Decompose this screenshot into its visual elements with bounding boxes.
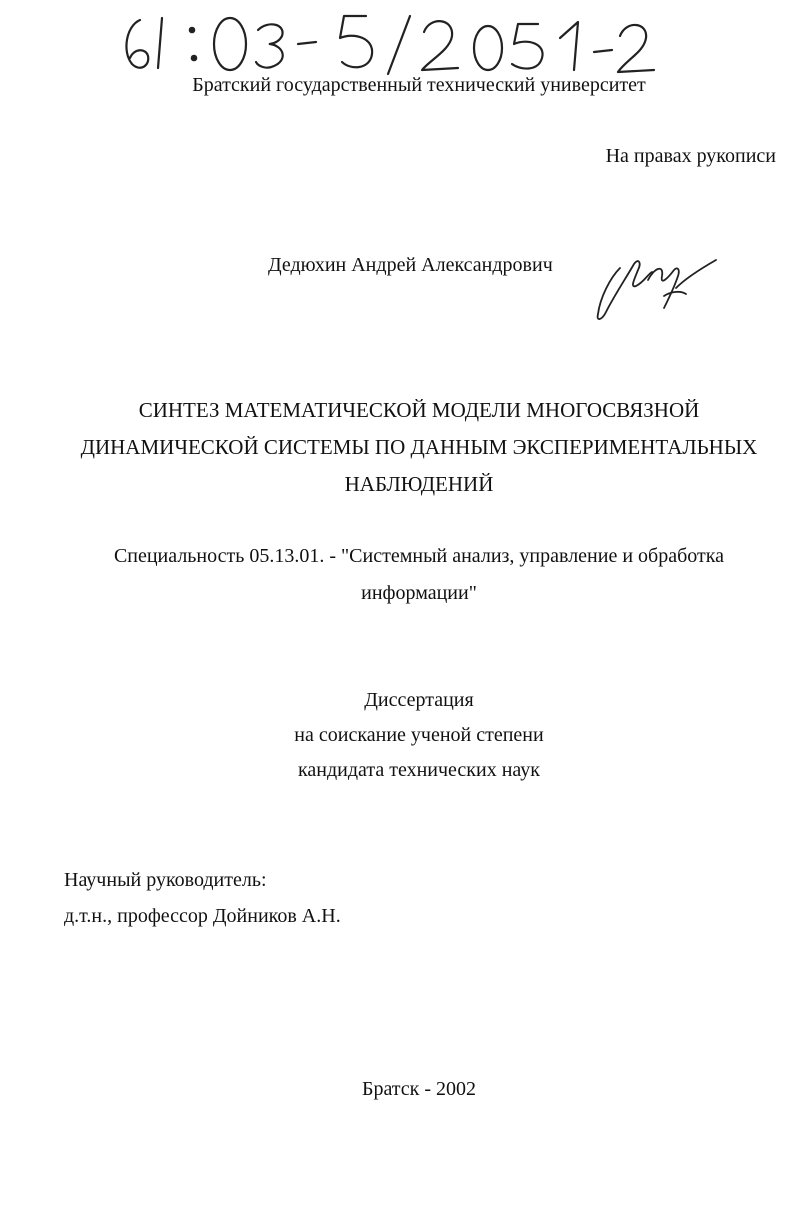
degree-line: Диссертация bbox=[364, 689, 474, 711]
rights-notice: На правах рукописи bbox=[605, 145, 776, 167]
author-name: Дедюхин Андрей Александрович bbox=[268, 254, 553, 276]
dissertation-title bbox=[0, 392, 798, 503]
author-signature bbox=[590, 248, 720, 326]
degree-line: на соискание ученой степени bbox=[294, 724, 544, 746]
title-line: НАБЛЮДЕНИЙ bbox=[344, 472, 494, 496]
university-name: Братский государственный технический университет bbox=[192, 74, 646, 96]
handwritten-registration-code bbox=[118, 8, 658, 80]
city-year: Братск - 2002 bbox=[361, 1078, 477, 1100]
supervisor-name: д.т.н., профессор Дойников А.Н. bbox=[64, 905, 341, 927]
title-line: ДИНАМИЧЕСКОЙ СИСТЕМЫ ПО ДАННЫМ ЭКСПЕРИМЕНТАЛЬНЫХ bbox=[80, 435, 758, 459]
speciality-line: Специальность 05.13.01. - "Системный анализ, управление и обработка bbox=[113, 545, 725, 567]
speciality-line: информации" bbox=[361, 582, 477, 604]
supervisor-label: Научный руководитель: bbox=[64, 869, 267, 891]
speciality bbox=[0, 538, 798, 612]
degree-line: кандидата технических наук bbox=[297, 759, 541, 781]
supervisor-block bbox=[64, 862, 341, 934]
title-line: СИНТЕЗ МАТЕМАТИЧЕСКОЙ МОДЕЛИ МНОГОСВЯЗНОЙ bbox=[138, 398, 700, 422]
dissertation-degree bbox=[0, 683, 798, 788]
